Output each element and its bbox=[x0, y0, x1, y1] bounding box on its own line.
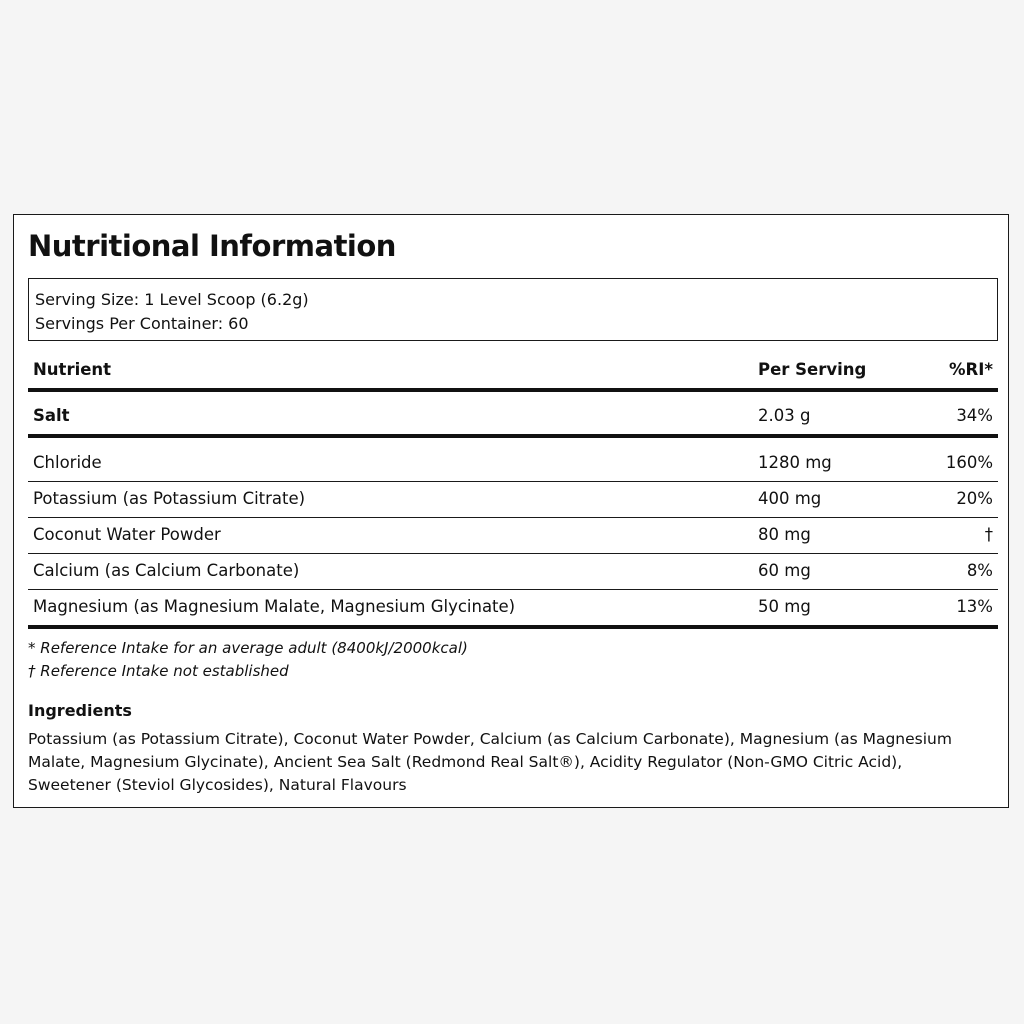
nutrient-ri: 20% bbox=[956, 489, 993, 508]
nutrient-name: Salt bbox=[33, 406, 70, 425]
nutrient-ri: 13% bbox=[956, 597, 993, 616]
footnote-ri: * Reference Intake for an average adult (8400kJ/2000kcal) bbox=[28, 639, 468, 657]
nutrient-ri: 34% bbox=[956, 406, 993, 425]
nutrient-ri: 160% bbox=[945, 453, 993, 472]
nutrition-table bbox=[28, 351, 998, 629]
serving-info-box bbox=[28, 278, 998, 341]
footnote-not-established: † Reference Intake not established bbox=[28, 662, 289, 680]
nutrient-amount: 400 mg bbox=[758, 489, 822, 508]
serving-size: Serving Size: 1 Level Scoop (6.2g) bbox=[35, 290, 309, 309]
ingredients-heading: Ingredients bbox=[28, 701, 132, 720]
nutrient-amount: 80 mg bbox=[758, 525, 811, 544]
nutrient-name: Calcium (as Calcium Carbonate) bbox=[33, 561, 300, 580]
nutrient-amount: 2.03 g bbox=[758, 406, 811, 425]
table-header-row bbox=[28, 351, 998, 392]
nutrient-ri: † bbox=[984, 525, 993, 544]
servings-per-container: Servings Per Container: 60 bbox=[35, 314, 249, 333]
nutrient-amount: 50 mg bbox=[758, 597, 811, 616]
nutrient-name: Potassium (as Potassium Citrate) bbox=[33, 489, 306, 508]
page-title: Nutritional Information bbox=[28, 229, 396, 263]
table-row bbox=[28, 438, 998, 482]
table-row bbox=[28, 392, 998, 438]
table-row bbox=[28, 518, 998, 554]
footnotes bbox=[28, 637, 468, 683]
nutrient-amount: 60 mg bbox=[758, 561, 811, 580]
header-nutrient: Nutrient bbox=[33, 360, 112, 379]
nutrition-panel bbox=[13, 214, 1009, 808]
table-row bbox=[28, 482, 998, 518]
table-row bbox=[28, 590, 998, 629]
table-row bbox=[28, 554, 998, 590]
header-ri: %RI* bbox=[948, 360, 993, 379]
nutrient-name: Coconut Water Powder bbox=[33, 525, 221, 544]
nutrient-name: Chloride bbox=[33, 453, 102, 472]
nutrient-amount: 1280 mg bbox=[758, 453, 832, 472]
nutrient-name: Magnesium (as Magnesium Malate, Magnesium Glycinate) bbox=[33, 597, 516, 616]
nutrient-ri: 8% bbox=[966, 561, 993, 580]
header-per-serving: Per Serving bbox=[758, 360, 867, 379]
ingredients-text: Potassium (as Potassium Citrate), Coconut Water Powder, Calcium (as Calcium Carbonate), Magnesium (as Magnesium Malate, Magnesium Glycinate), Ancient Sea Salt (Redmond Real Salt®), Acidity Regulator (Non-GMO Citric Acid), Sweetener (Steviol Glycosides), Natural Flavours bbox=[28, 730, 952, 794]
